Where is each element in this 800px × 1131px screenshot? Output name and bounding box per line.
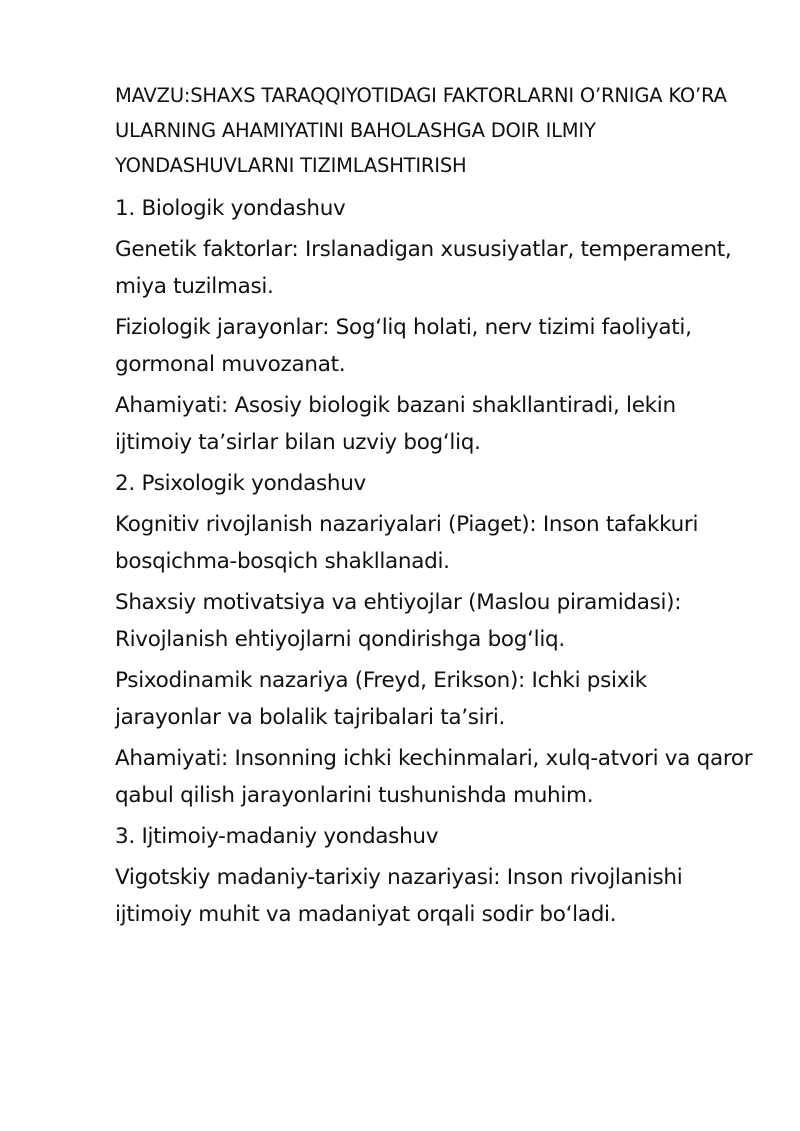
paragraph: Shaxsiy motivatsiya va ehtiyojlar (Maslou piramidasi): Rivojlanish ehtiyojlarni qondirishga bogʻliq. (115, 590, 682, 652)
section-heading-biologik: 1. Biologik yondashuv (115, 196, 346, 221)
paragraph: Kognitiv rivojlanish nazariyalari (Piaget): Inson tafakkuri bosqichma-bosqich shakllanadi. (115, 512, 699, 574)
paragraph: Fiziologik jarayonlar: Sogʻliq holati, nerv tizimi faoliyati, gormonal muvozanat. (115, 315, 692, 377)
document-title: MAVZU:SHAXS TARAQQIYOTIDAGI FAKTORLARNI O’RNIGA KO’RA ULARNING AHAMIYATINI BAHOLASHGA DOIR ILMIY YONDASHUVLARNI TIZIMLASHTIRISH (115, 84, 727, 177)
paragraph: Genetik faktorlar: Irslanadigan xususiyatlar, temperament, miya tuzilmasi. (115, 237, 732, 299)
paragraph: Ahamiyati: Insonning ichki kechinmalari, xulq-atvori va qaror qabul qilish jarayonlarini tushunishda muhim. (115, 746, 753, 808)
paragraph: Ahamiyati: Asosiy biologik bazani shakllantiradi, lekin ijtimoiy taʼsirlar bilan uzviy bogʻliq. (115, 393, 676, 455)
paragraph: Psixodinamik nazariya (Freyd, Erikson): Ichki psixik jarayonlar va bolalik tajribalari taʼsiri. (115, 668, 647, 730)
document-body (115, 78, 755, 937)
section-heading-ijtimoiy-madaniy: 3. Ijtimoiy-madaniy yondashuv (115, 824, 439, 849)
section-heading-psixologik: 2. Psixologik yondashuv (115, 471, 366, 496)
paragraph: Vigotskiy madaniy-tarixiy nazariyasi: Inson rivojlanishi ijtimoiy muhit va madaniyat orqali sodir boʻladi. (115, 865, 683, 927)
